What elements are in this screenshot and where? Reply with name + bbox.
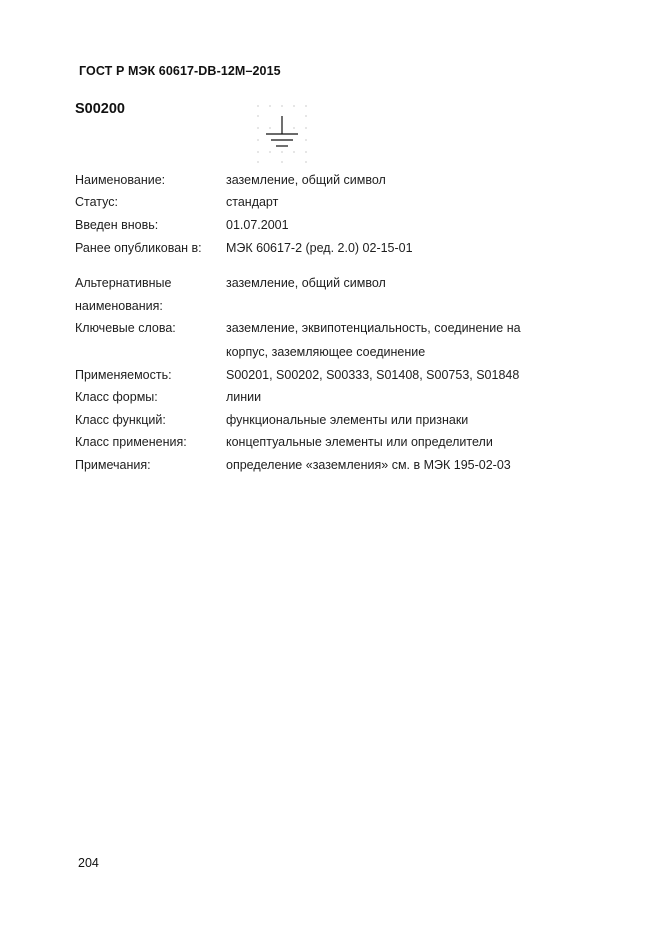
field-value: заземление, общий символ bbox=[226, 173, 386, 187]
field-label: Класс функций: bbox=[75, 413, 166, 427]
field-value: S00201, S00202, S00333, S01408, S00753, S01848 bbox=[226, 368, 520, 382]
field-label: Применяемость: bbox=[75, 368, 172, 382]
field-value: МЭК 60617-2 (ред. 2.0) 02-15-01 bbox=[226, 241, 413, 255]
field-value: заземление, общий символ bbox=[226, 276, 386, 290]
field-value-continued: корпус, заземляющее соединение bbox=[226, 345, 426, 359]
field-value: концептуальные элементы или определители bbox=[226, 435, 493, 449]
field-label: Альтернативные bbox=[75, 276, 172, 290]
field-label: Введен вновь: bbox=[75, 218, 159, 232]
field-label: Статус: bbox=[75, 195, 118, 209]
field-value: линии bbox=[226, 390, 262, 404]
field-value: определение «заземления» см. в МЭК 195-02-03 bbox=[226, 458, 511, 472]
field-value: стандарт bbox=[226, 195, 279, 209]
document-header: ГОСТ Р МЭК 60617-DB-12M–2015 bbox=[79, 64, 281, 78]
page-number: 204 bbox=[78, 856, 99, 870]
field-label: Ранее опубликован в: bbox=[75, 241, 202, 255]
field-label: Класс применения: bbox=[75, 435, 187, 449]
field-label: Класс формы: bbox=[75, 390, 158, 404]
ground-symbol-lines bbox=[266, 116, 298, 146]
symbol-code: S00200 bbox=[75, 101, 125, 117]
field-value: заземление, эквипотенциальность, соединение на bbox=[226, 321, 521, 335]
field-label: Примечания: bbox=[75, 458, 151, 472]
field-label: Ключевые слова: bbox=[75, 321, 176, 335]
ground-symbol-icon bbox=[252, 100, 312, 168]
field-label: Наименование: bbox=[75, 173, 166, 187]
field-label-continued: наименования: bbox=[75, 299, 163, 313]
field-value: 01.07.2001 bbox=[226, 218, 289, 232]
field-value: функциональные элементы или признаки bbox=[226, 413, 469, 427]
